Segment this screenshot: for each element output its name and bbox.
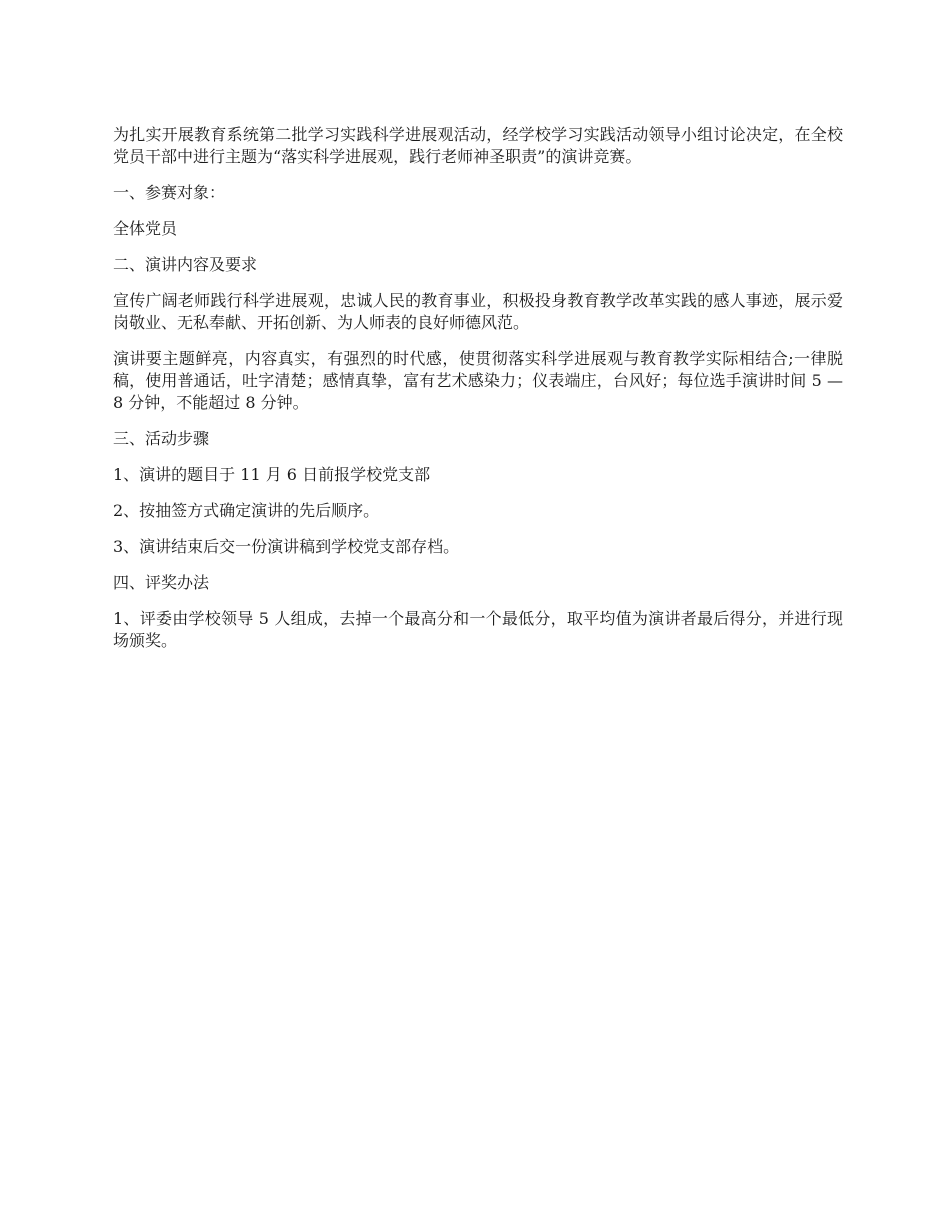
content-paragraph: 宣传广阔老师践行科学进展观，忠诚人民的教育事业，积极投身教育教学改革实践的感人事迹，展示爱岗敬业、无私奉献、开拓创新、为人师表的良好师德风范。 bbox=[113, 291, 843, 332]
step-item: 1、演讲的题目于 11 月 6 日前报学校党支部 bbox=[113, 465, 431, 484]
step-item: 3、演讲结束后交一份演讲稿到学校党支部存档。 bbox=[113, 537, 460, 556]
participants-paragraph: 全体党员 bbox=[113, 219, 178, 238]
awards-paragraph: 1、评委由学校领导 5 人组成，去掉一个最高分和一个最低分，取平均值为演讲者最后得分，并进行现场颁奖。 bbox=[113, 609, 843, 650]
section-heading-awards: 四、评奖办法 bbox=[113, 573, 210, 592]
step-item: 2、按抽签方式确定演讲的先后顺序。 bbox=[113, 501, 380, 520]
document-page bbox=[113, 124, 843, 666]
section-heading-content: 二、演讲内容及要求 bbox=[113, 255, 258, 274]
intro-paragraph: 为扎实开展教育系统第二批学习实践科学进展观活动，经学校学习实践活动领导小组讨论决定，在全校党员干部中进行主题为“落实科学进展观，践行老师神圣职责”的演讲竞赛。 bbox=[113, 125, 843, 166]
section-heading-participants: 一、参赛对象： bbox=[113, 183, 226, 202]
requirements-paragraph: 演讲要主题鲜亮，内容真实，有强烈的时代感，使贯彻落实科学进展观与教育教学实际相结合;一律脱稿，使用普通话，吐字清楚；感情真挚，富有艺术感染力；仪表端庄，台风好；每位选手演讲时间 5 — 8 分钟，不能超过 8 分钟。 bbox=[113, 349, 843, 412]
section-heading-steps: 三、活动步骤 bbox=[113, 429, 210, 448]
